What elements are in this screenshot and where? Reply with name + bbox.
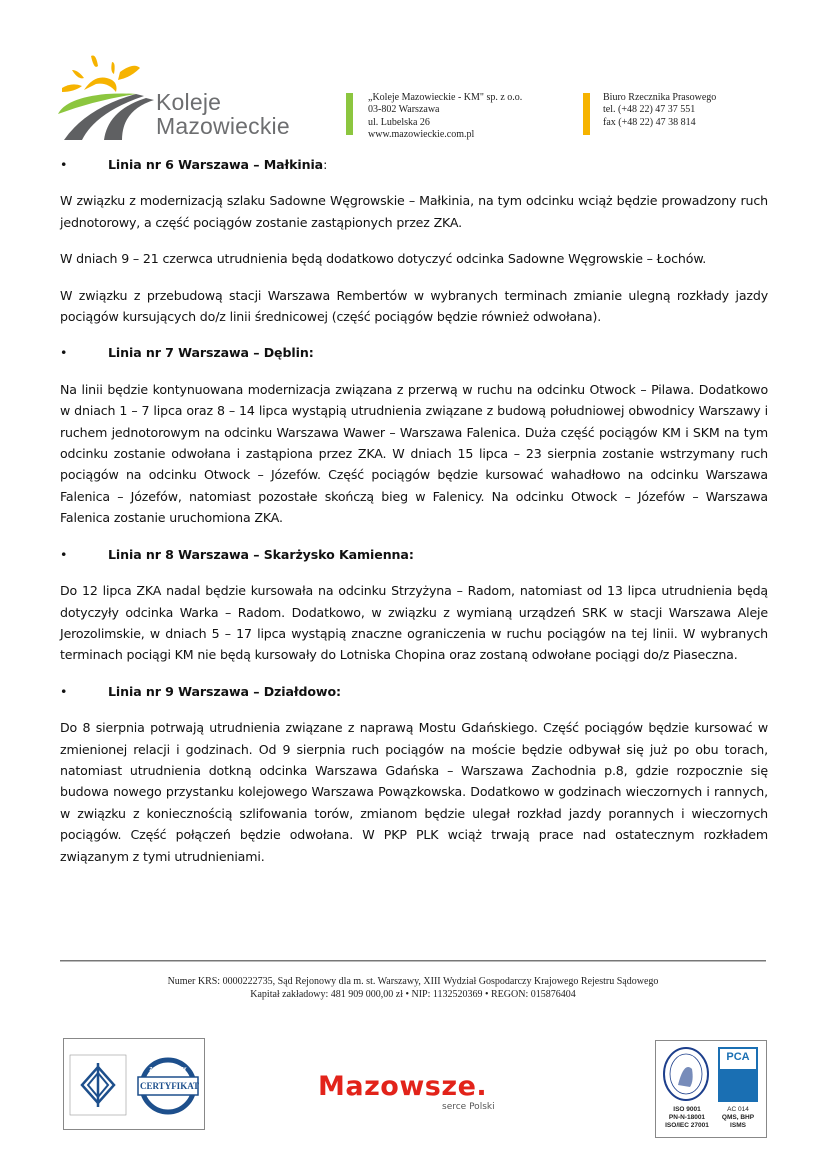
press-office-phone: tel. (+48 22) 47 37 551 bbox=[603, 104, 696, 116]
iso-line: PN-N-18001 bbox=[668, 1114, 706, 1121]
logo-wordmark bbox=[156, 90, 290, 138]
koleje-mazowieckie-logo bbox=[56, 48, 306, 143]
paragraph: W związku z przebudową stacji Warszawa Rembertów w wybranych terminach zmianie ulegną rozkłady jazdy pociągów kursujących do/z linii średnicowej (część pociągów będzie również odwołana). bbox=[60, 287, 768, 325]
heading-suffix: : bbox=[323, 157, 328, 172]
anti-corruption-certificate-badge bbox=[63, 1038, 205, 1130]
company-website-link[interactable]: www.mazowieckie.com.pl bbox=[368, 128, 475, 140]
paragraph: W związku z modernizacją szlaku Sadowne Węgrowskie – Małkinia, na tym odcinku wciąż będzie prowadzony ruch jednotorowy, a część pociągów zostanie zastąpionych przez ZKA. bbox=[60, 193, 768, 230]
iso-standards-list bbox=[660, 1106, 714, 1130]
press-office-name: Biuro Rzecznika Prasowego bbox=[603, 92, 717, 103]
section-heading-row bbox=[60, 342, 768, 363]
section-heading: Linia nr 6 Warszawa – Małkinia bbox=[108, 157, 324, 172]
paragraph: Do 8 sierpnia potrwają utrudnienia związane z naprawą Mostu Gdańskiego. Część pociągów będzie kursować w zmienionej relacji i godzinach. Od 9 sierpnia ruch pociągów na moście będzie odbywał się już po obu torach, natomiast utrudnienia dotkną odcinka Warszawa Gdańska – Warszawa Zachodnia p.8, gdzie rozpocznie się budowa nowego przystanku kolejowego Warszawa Powązkowska. Dodatkowo w godzinach wieczornych i rannych, w związku z koniecznością szlifowania torów, zmianom będzie ulegał rozkład jazdy porannych i wieczornych pociągów. Część połączeń będzie odwołana. W PKP PLK wciąż trwają prace nad ostatecznym rozkładem związanym z tymi utrudnieniami. bbox=[60, 720, 768, 864]
bullet-icon: • bbox=[60, 345, 68, 361]
company-street: ul. Lubelska 26 bbox=[368, 116, 430, 128]
capital-line: Kapitał zakładowy: 481 909 000,00 zł • NIP: 1132520369 • REGON: 015876404 bbox=[250, 989, 576, 1000]
mazowsze-wordmark: Mazowsze. bbox=[318, 1071, 488, 1102]
logo-line-1: Koleje bbox=[156, 89, 222, 115]
registry-line: Numer KRS: 0000222735, Sąd Rejonowy dla m. st. Warszawy, XIII Wydział Gospodarczy Krajowego Rejestru Sądowego bbox=[167, 976, 659, 987]
document-body bbox=[60, 150, 768, 882]
section-heading-row bbox=[60, 154, 768, 175]
certificate-word: CERTYFIKAT bbox=[140, 1081, 200, 1091]
certificate-top-arc: ZAPOBIEGAMY bbox=[149, 1067, 187, 1073]
iso-certification-badge bbox=[655, 1040, 767, 1138]
pca-line: AC 014 bbox=[727, 1106, 749, 1113]
section-line-7 bbox=[60, 342, 768, 528]
mazowsze-tagline: serce Polski bbox=[442, 1102, 495, 1112]
iso-line: ISO 9001 bbox=[673, 1106, 701, 1113]
section-line-9 bbox=[60, 681, 768, 867]
pca-line: ISMS bbox=[730, 1122, 746, 1129]
footer-registry-info bbox=[60, 975, 766, 1001]
paragraph: W dniach 9 – 21 czerwca utrudnienia będą dodatkowo dotyczyć odcinka Sadowne Węgrowskie – Łochów. bbox=[60, 251, 707, 267]
bullet-icon: • bbox=[60, 157, 68, 172]
bullet-icon: • bbox=[60, 683, 68, 699]
paragraph: Do 12 lipca ZKA nadal będzie kursowała na odcinku Strzyżyna – Radom, natomiast od 13 lipca utrudnienia będą dotyczyły odcinka Warka – Radom. Dodatkowo, w związku z wymianą urządzeń SRK w stacji Warszawa Aleje Jerozolimskie, w dniach 5 – 17 lipca wystąpią znaczne ograniczenia w ruchu pociągów na tej linii. W wybranych terminach pociągi KM nie będą kursowały do Lotniska Chopina oraz zostaną odwołane pociągi do/z Piaseczna. bbox=[60, 583, 768, 663]
yellow-accent-bar bbox=[583, 93, 590, 135]
pca-line: QMS, BHP bbox=[721, 1114, 755, 1121]
section-heading: Linia nr 9 Warszawa – Działdowo: bbox=[108, 683, 341, 699]
sun-field-road-icon bbox=[56, 48, 156, 143]
press-office-fax: fax (+48 22) 47 38 814 bbox=[603, 116, 696, 128]
logo-line-2: Mazowieckie bbox=[156, 113, 290, 139]
pca-label: PCA bbox=[726, 1051, 750, 1063]
iso-line: ISO/IEC 27001 bbox=[665, 1122, 709, 1129]
section-heading: Linia nr 8 Warszawa – Skarżysko Kamienna: bbox=[108, 546, 414, 562]
paragraph: Na linii będzie kontynuowana modernizacja związana z przerwą w ruchu na odcinku Otwock – Pilawa. Dodatkowo w dniach 1 – 7 lipca oraz 8 – 14 lipca wystąpią utrudnienia związane z budową południowej obwodnicy Warszawy i ruchem jednotorowym na odcinku Warszawa Wawer – Warszawa Falenica. Duża część pociągów KM i SKM na tym odcinku zostanie odwołana i zastąpiona przez ZKA. W dniach 15 lipca – 23 sierpnia zostanie wstrzymany ruch pociągów na odcinku Otwock – Józefów. Część pociągów będzie kursować wahadłowo na odcinku Warszawa Falenica – Józefów, natomiast pozostałe skończą bieg w Falenicy. Na odcinku Otwock – Józefów – Warszawa Falenica zostanie uruchomiona ZKA. bbox=[60, 381, 768, 526]
company-name: „Koleje Mazowieckie - KM" sp. z o.o. bbox=[368, 92, 523, 103]
section-heading-row bbox=[60, 681, 768, 702]
section-line-8 bbox=[60, 544, 768, 666]
bullet-icon: • bbox=[60, 546, 68, 562]
press-office-contact bbox=[603, 92, 716, 129]
green-accent-bar bbox=[346, 93, 353, 135]
section-heading-row bbox=[60, 544, 768, 565]
section-line-6 bbox=[60, 154, 768, 327]
mazowsze-logo bbox=[318, 1072, 518, 1116]
company-address bbox=[368, 92, 522, 141]
company-city: 03-802 Warszawa bbox=[368, 104, 440, 116]
footer-divider bbox=[60, 960, 766, 962]
section-heading: Linia nr 7 Warszawa – Dęblin: bbox=[108, 345, 314, 361]
pca-accreditation-list bbox=[716, 1106, 760, 1130]
certificate-bottom-arc: KORUPCJI bbox=[155, 1101, 181, 1107]
